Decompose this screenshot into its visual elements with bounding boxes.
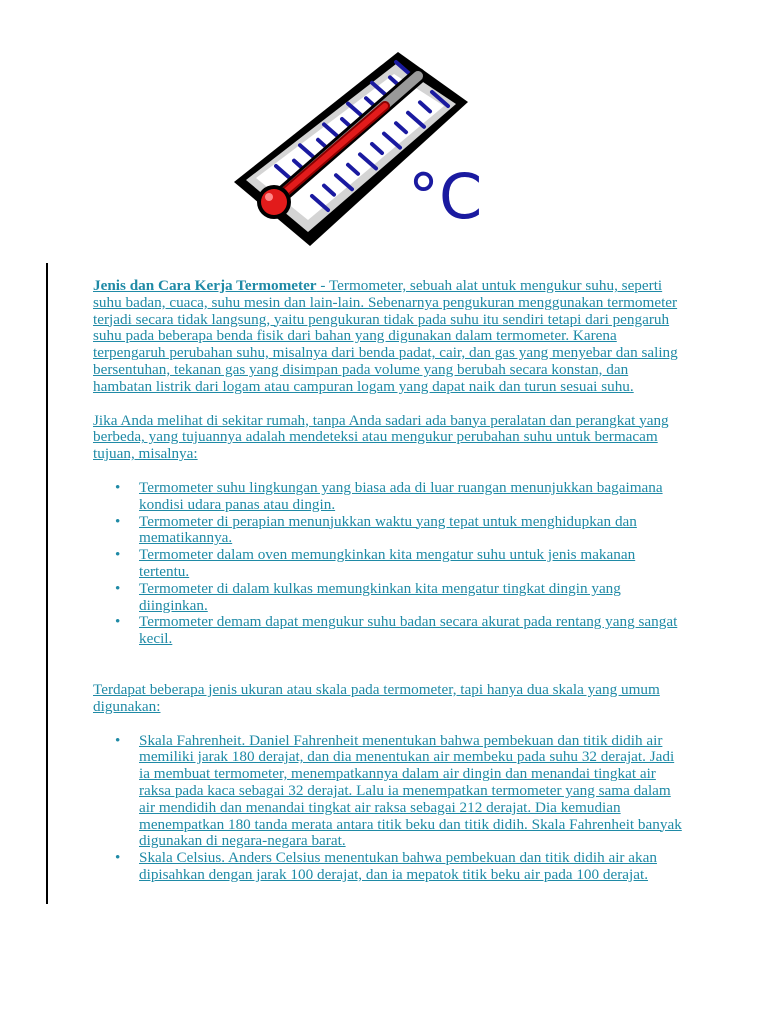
bullet-icon: •: [115, 546, 121, 564]
thermometer-illustration: [220, 40, 510, 260]
list-item: • Skala Celsius. Anders Celsius menentukan bahwa pembekuan dan titik didih air akan dipisahkan dengan jarak 100 derajat, dan ia mepatok titik beku air pada 100 derajat.: [115, 849, 657, 883]
bullet-icon: •: [115, 478, 121, 496]
article-title-link[interactable]: Jenis dan Cara Kerja Termometer: [93, 277, 317, 294]
intro-text: - Termometer, sebuah alat untuk mengukur suhu, seperti suhu badan, cuaca, suhu mesin dan lain-lain. Sebenarnya pengukuran menggunakan termometer terjadi secara tidak langsung, yaitu pengukuran tidak pada suhu itu sendiri tetapi dari pengaruh suhu pada beberapa benda fisik dari bahan yang digunakan dalam termometer. Karena terpengaruh perubahan suhu, misalnya dari benda padat, cair, dan gas yang menyebar dan saling bersentuhan, tekanan gas yang disimpan pada volume yang berubah secara konstan, dan hambatan listrik dari logam atau campuran logam yang dapat naik dan turun sesuai suhu.: [93, 277, 678, 395]
thermometer-icon: [220, 40, 510, 260]
list-item: • Termometer demam dapat mengukur suhu badan secara akurat pada rentang yang sangat kecil.: [115, 613, 678, 648]
bullet-icon: •: [115, 512, 121, 530]
article-body: [93, 278, 683, 884]
intro-paragraph: [93, 278, 683, 396]
list-item: • Termometer suhu lingkungan yang biasa ada di luar ruangan menunjukkan bagaimana kondisi udara panas atau dingin.: [115, 478, 663, 513]
list-item: • Termometer di dalam kulkas memungkinkan kita mengatur tingkat dingin yang diinginkan.: [115, 579, 621, 614]
list-item: • Termometer dalam oven memungkinkan kita mengatur suhu untuk jenis makanan tertentu.: [115, 546, 636, 580]
list-item: • Termometer di perapian menunjukkan waktu yang tepat untuk menghidupkan dan mematikannya.: [115, 512, 637, 547]
celsius-label: °C: [408, 160, 483, 233]
bullet-icon: •: [115, 731, 121, 749]
margin-rule: [46, 263, 48, 904]
list-item: • Skala Fahrenheit. Daniel Fahrenheit menentukan bahwa pembekuan dan titik didih air memiliki jarak 180 derajat, dan dia menentukan air membeku pada suhu 32 derajat. Jadi ia membuat termometer, menempatkannya dalam air dingin dan menandai tingkat air raksa pada kaca sebagai 32 derajat. Lalu ia menempatkan termometer yang sama dalam air mendidih dan menandai tingkat air raksa sebagai 212 derajat. Dia kemudian menempatkan 180 tanda merata antara titik beku dan titik didih. Skala Fahrenheit banyak digunakan di negara-negara barat.: [115, 731, 682, 850]
bullet-icon: •: [115, 613, 121, 631]
device-list: [93, 480, 683, 648]
bullet-icon: •: [115, 579, 121, 597]
scale-list: [93, 733, 683, 884]
paragraph-scales: Terdapat beberapa jenis ukuran atau skala pada termometer, tapi hanya dua skala yang umum digunakan:: [93, 680, 660, 715]
bullet-icon: •: [115, 849, 121, 867]
paragraph-devices: Jika Anda melihat di sekitar rumah, tanpa Anda sadari ada banya peralatan dan perangkat yang berbeda, yang tujuannya adalah mendeteksi atau mengukur perubahan suhu untuk bermacam tujuan, misalnya:: [93, 411, 669, 463]
